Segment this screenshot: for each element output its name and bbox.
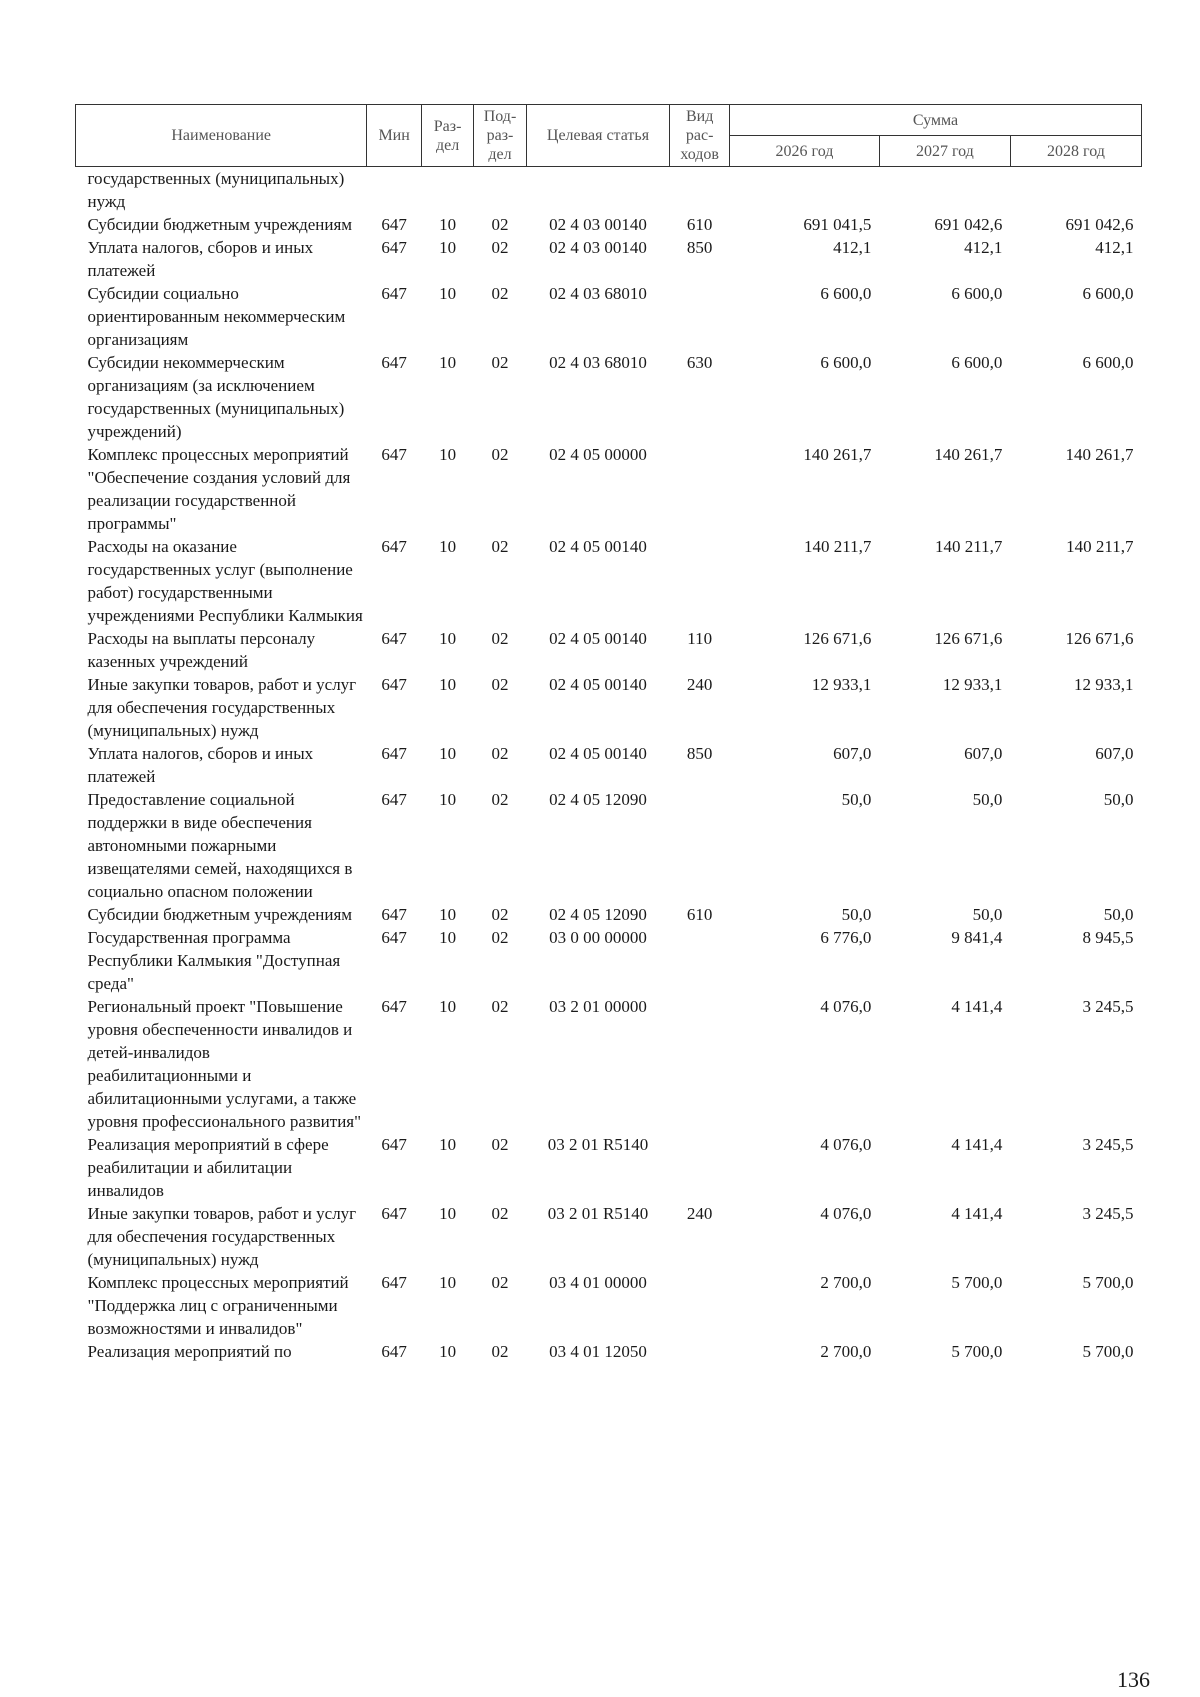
cell-pr: 02: [491, 744, 509, 763]
table-body: [76, 167, 1142, 1364]
cell-y2028: 12 933,1: [1074, 675, 1134, 694]
cell-cs: 02 4 05 00140: [549, 537, 647, 556]
cell-name: Реализация мероприятий по: [87, 1342, 292, 1361]
cell-vr: [670, 1133, 730, 1202]
cell-pr: 02: [491, 928, 509, 947]
cell-name: государственных (муниципальных) нужд: [87, 169, 345, 211]
cell-name: Региональный проект "Повышение уровня обеспеченности инвалидов и детей-инвалидов реабилитационными и абилитационными услугами, а также уровня профессионального развития": [87, 997, 362, 1131]
cell-vr: 110: [687, 629, 713, 648]
header-2026: 2026 год: [730, 136, 880, 167]
table-row: [76, 1202, 1142, 1271]
cell-min: 647: [381, 928, 407, 947]
cell-y2028: 50,0: [1103, 905, 1134, 924]
cell-cs: 02 4 05 12090: [549, 905, 647, 924]
cell-y2027: 5 700,0: [951, 1273, 1003, 1292]
header-2028: 2028 год: [1010, 136, 1141, 167]
cell-cs: 02 4 03 00140: [549, 215, 647, 234]
cell-rz: 10: [439, 905, 457, 924]
table-row: [76, 926, 1142, 995]
cell-vr: [670, 1340, 730, 1363]
cell-vr: [670, 535, 730, 627]
cell-y2026: 4 076,0: [820, 997, 872, 1016]
cell-pr: [474, 167, 526, 214]
header-razdel: Раз-дел: [421, 105, 473, 167]
cell-rz: 10: [439, 238, 457, 257]
cell-cs: 02 4 05 00140: [549, 744, 647, 763]
cell-min: 647: [381, 1135, 407, 1154]
cell-cs: 02 4 03 00140: [549, 238, 647, 257]
header-vid: Вид рас-ходов: [670, 105, 730, 167]
cell-y2027: 412,1: [964, 238, 1003, 257]
table-row: [76, 788, 1142, 903]
cell-y2027: 5 700,0: [951, 1342, 1003, 1361]
cell-min: [367, 167, 422, 214]
cell-y2026: 6 600,0: [820, 353, 872, 372]
cell-vr: 240: [686, 675, 713, 694]
cell-pr: 02: [491, 675, 509, 694]
cell-y2027: 607,0: [964, 744, 1003, 763]
cell-rz: 10: [439, 675, 457, 694]
table-row: [76, 443, 1142, 535]
table-row: [76, 995, 1142, 1133]
table-row: [76, 213, 1142, 236]
cell-y2027: 126 671,6: [934, 629, 1003, 648]
cell-y2028: 3 245,5: [1082, 997, 1134, 1016]
cell-pr: 02: [491, 905, 509, 924]
header-target: Целевая статья: [526, 105, 670, 167]
page-number: 136: [1117, 1667, 1150, 1692]
cell-cs: 03 2 01 R5140: [547, 1204, 649, 1223]
cell-vr: 240: [686, 1204, 713, 1223]
cell-vr: [670, 167, 730, 214]
cell-vr: 610: [686, 215, 713, 234]
cell-y2027: 691 042,6: [934, 215, 1003, 234]
budget-table: [75, 104, 1142, 1363]
cell-cs: [526, 167, 670, 214]
cell-vr: 630: [686, 353, 713, 372]
cell-rz: 10: [439, 445, 457, 464]
cell-y2028: 412,1: [1095, 238, 1134, 257]
cell-min: 647: [381, 353, 407, 372]
cell-min: 647: [381, 744, 407, 763]
cell-cs: 02 4 05 12090: [549, 790, 647, 809]
cell-y2027: 50,0: [972, 790, 1003, 809]
cell-y2027: 50,0: [972, 905, 1003, 924]
cell-y2026: 412,1: [833, 238, 872, 257]
cell-y2028: 5 700,0: [1082, 1342, 1134, 1361]
cell-min: 647: [381, 905, 407, 924]
cell-rz: 10: [439, 744, 457, 763]
cell-y2028: [1010, 167, 1141, 214]
cell-rz: 10: [439, 1273, 457, 1292]
cell-min: 647: [381, 629, 407, 648]
cell-y2027: 4 141,4: [951, 997, 1003, 1016]
cell-rz: 10: [439, 1135, 457, 1154]
cell-cs: 03 4 01 12050: [549, 1342, 647, 1361]
cell-y2026: 4 076,0: [820, 1135, 872, 1154]
cell-rz: 10: [439, 215, 457, 234]
cell-vr: 850: [686, 238, 713, 257]
cell-rz: 10: [439, 1342, 457, 1361]
cell-y2028: 6 600,0: [1082, 353, 1134, 372]
cell-rz: 10: [439, 284, 457, 303]
cell-name: Комплекс процессных мероприятий "Обеспечение создания условий для реализации государственной программы": [87, 445, 351, 533]
cell-y2027: 4 141,4: [951, 1135, 1003, 1154]
cell-y2026: 6 776,0: [820, 928, 872, 947]
cell-y2026: 50,0: [841, 905, 872, 924]
cell-min: 647: [381, 790, 407, 809]
table-row: [76, 742, 1142, 788]
cell-y2028: 126 671,6: [1065, 629, 1134, 648]
cell-min: 647: [381, 284, 407, 303]
cell-y2028: 691 042,6: [1065, 215, 1134, 234]
header-min: Мин: [367, 105, 422, 167]
table-row: [76, 627, 1142, 673]
cell-cs: 03 0 00 00000: [549, 928, 647, 947]
cell-vr: [670, 443, 730, 535]
cell-vr: [670, 995, 730, 1133]
table-row: [76, 1271, 1142, 1340]
cell-min: 647: [381, 215, 407, 234]
cell-y2028: 50,0: [1103, 790, 1134, 809]
cell-min: 647: [381, 1342, 407, 1361]
header-podrazdel: Под-раз-дел: [474, 105, 526, 167]
cell-cs: 02 4 05 00140: [549, 629, 647, 648]
cell-pr: 02: [491, 1342, 509, 1361]
cell-name: Иные закупки товаров, работ и услуг для обеспечения государственных (муниципальных) нужд: [87, 675, 357, 740]
cell-y2026: 2 700,0: [820, 1342, 872, 1361]
cell-y2028: 8 945,5: [1082, 928, 1134, 947]
table-row: [76, 1340, 1142, 1363]
table-row: [76, 351, 1142, 443]
table-row: [76, 167, 1142, 214]
table-row: [76, 236, 1142, 282]
cell-y2027: 6 600,0: [951, 353, 1003, 372]
cell-name: Субсидии бюджетным учреждениям: [87, 905, 353, 924]
cell-name: Субсидии некоммерческим организациям (за исключением государственных (муниципальных) учреждений): [87, 353, 345, 441]
cell-y2028: 3 245,5: [1082, 1135, 1134, 1154]
cell-rz: 10: [439, 537, 457, 556]
cell-y2027: 12 933,1: [942, 675, 1003, 694]
cell-name: Государственная программа Республики Калмыкия "Доступная среда": [87, 928, 341, 993]
cell-min: 647: [381, 1204, 407, 1223]
cell-pr: 02: [491, 790, 509, 809]
cell-name: Субсидии социально ориентированным некоммерческим организациям: [87, 284, 346, 349]
cell-y2027: 4 141,4: [951, 1204, 1003, 1223]
cell-name: Уплата налогов, сборов и иных платежей: [87, 238, 314, 280]
cell-pr: 02: [491, 1273, 509, 1292]
cell-pr: 02: [491, 353, 509, 372]
header-2027: 2027 год: [879, 136, 1010, 167]
cell-name: Субсидии бюджетным учреждениям: [87, 215, 353, 234]
cell-y2026: 126 671,6: [803, 629, 872, 648]
cell-y2027: 140 211,7: [935, 537, 1003, 556]
cell-pr: 02: [491, 629, 509, 648]
cell-rz: 10: [439, 997, 457, 1016]
cell-name: Комплекс процессных мероприятий "Поддержка лиц с ограниченными возможностями и инвалидов": [87, 1273, 349, 1338]
cell-min: 647: [381, 238, 407, 257]
cell-vr: [670, 788, 730, 903]
table-row: [76, 1133, 1142, 1202]
cell-name: Предоставление социальной поддержки в виде обеспечения автономными пожарными извещателями семей, находящихся в социально опасном положении: [87, 790, 353, 901]
cell-y2026: 607,0: [833, 744, 872, 763]
cell-cs: 02 4 03 68010: [549, 284, 647, 303]
cell-rz: 10: [439, 629, 457, 648]
cell-y2028: 140 261,7: [1065, 445, 1134, 464]
cell-pr: 02: [491, 1135, 509, 1154]
cell-y2026: 6 600,0: [820, 284, 872, 303]
cell-name: Расходы на оказание государственных услуг (выполнение работ) государственными учреждениями Республики Калмыкия: [87, 537, 363, 625]
cell-cs: 03 4 01 00000: [549, 1273, 647, 1292]
cell-vr: [670, 926, 730, 995]
table-row: [76, 535, 1142, 627]
cell-vr: [670, 1271, 730, 1340]
cell-rz: 10: [439, 928, 457, 947]
cell-min: 647: [381, 537, 407, 556]
cell-y2026: 50,0: [841, 790, 872, 809]
cell-pr: 02: [491, 284, 509, 303]
cell-y2027: 140 261,7: [934, 445, 1003, 464]
table-header: [76, 105, 1142, 167]
cell-min: 647: [381, 675, 407, 694]
cell-y2027: 9 841,4: [951, 928, 1003, 947]
cell-rz: 10: [439, 1204, 457, 1223]
cell-y2027: 6 600,0: [951, 284, 1003, 303]
cell-pr: 02: [491, 537, 509, 556]
cell-y2026: 4 076,0: [820, 1204, 872, 1223]
cell-y2026: 2 700,0: [820, 1273, 872, 1292]
cell-cs: 03 2 01 R5140: [547, 1135, 649, 1154]
cell-rz: 10: [439, 353, 457, 372]
cell-y2026: 140 261,7: [803, 445, 872, 464]
header-sum: Сумма: [730, 105, 1142, 136]
cell-y2028: 140 211,7: [1066, 537, 1134, 556]
cell-vr: 610: [686, 905, 713, 924]
cell-min: 647: [381, 445, 407, 464]
table-row: [76, 673, 1142, 742]
cell-pr: 02: [491, 215, 509, 234]
cell-min: 647: [381, 1273, 407, 1292]
cell-name: Иные закупки товаров, работ и услуг для обеспечения государственных (муниципальных) нужд: [87, 1204, 357, 1269]
table-row: [76, 903, 1142, 926]
cell-y2026: 691 041,5: [803, 215, 872, 234]
cell-y2028: 3 245,5: [1082, 1204, 1134, 1223]
cell-cs: 03 2 01 00000: [549, 997, 647, 1016]
table-row: [76, 282, 1142, 351]
cell-cs: 02 4 05 00140: [549, 675, 647, 694]
cell-y2026: 140 211,7: [804, 537, 872, 556]
cell-rz: 10: [439, 790, 457, 809]
cell-vr: [670, 282, 730, 351]
cell-y2028: 5 700,0: [1082, 1273, 1134, 1292]
cell-y2027: [879, 167, 1010, 214]
cell-y2028: 6 600,0: [1082, 284, 1134, 303]
cell-y2026: 12 933,1: [811, 675, 872, 694]
cell-min: 647: [381, 997, 407, 1016]
cell-name: Уплата налогов, сборов и иных платежей: [87, 744, 314, 786]
cell-pr: 02: [491, 1204, 509, 1223]
cell-vr: 850: [686, 744, 713, 763]
cell-y2028: 607,0: [1095, 744, 1134, 763]
cell-y2026: [730, 167, 880, 214]
cell-pr: 02: [491, 997, 509, 1016]
cell-cs: 02 4 05 00000: [549, 445, 647, 464]
cell-name: Реализация мероприятий в сфере реабилитации и абилитации инвалидов: [87, 1135, 329, 1200]
cell-rz: [421, 167, 473, 214]
cell-cs: 02 4 03 68010: [549, 353, 647, 372]
header-name: Наименование: [76, 105, 367, 167]
cell-pr: 02: [491, 445, 509, 464]
cell-pr: 02: [491, 238, 509, 257]
cell-name: Расходы на выплаты персоналу казенных учреждений: [87, 629, 316, 671]
